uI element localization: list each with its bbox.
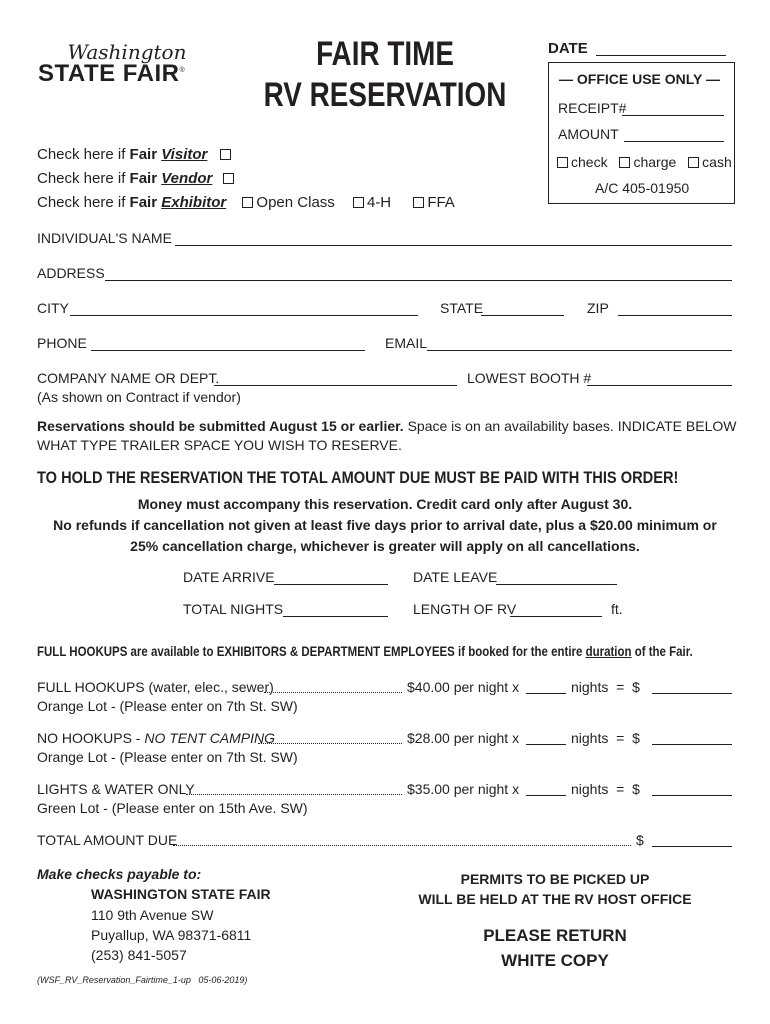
reservation-note-line2: WHAT TYPE TRAILER SPACE YOU WISH TO RESERVE.: [37, 437, 402, 453]
hold-heading: TO HOLD THE RESERVATION THE TOTAL AMOUNT DUE MUST BE PAID WITH THIS ORDER!: [37, 468, 679, 487]
lowest-booth-label: LOWEST BOOTH #: [467, 370, 592, 386]
zip-label: ZIP: [587, 300, 609, 316]
form-code: (WSF_RV_Reservation_Fairtime_1-up 05-06-2019): [37, 975, 248, 985]
4h-label: 4-H: [366, 194, 392, 211]
check-option-label: check: [571, 154, 608, 170]
return-line1: PLEASE RETURN: [483, 926, 627, 945]
city-field[interactable]: [70, 315, 418, 316]
address-label: ADDRESS: [37, 265, 105, 281]
rate-lights-water-eq: nights = $: [571, 781, 640, 797]
rate-lights-water-price: $35.00 per night x: [407, 781, 520, 797]
feet-unit: ft.: [611, 601, 623, 617]
check-prefix: Check here if: [37, 170, 130, 187]
rv-length-label: LENGTH OF RV: [413, 601, 517, 617]
check-prefix: Check here if: [37, 146, 130, 163]
form-title-line2: RV RESERVATION: [263, 76, 507, 114]
amount-label: AMOUNT: [558, 126, 619, 142]
open-class-checkbox[interactable]: [242, 197, 253, 208]
address-field[interactable]: [105, 280, 732, 281]
rate-lights-water-lot: Green Lot - (Please enter on 15th Ave. SW): [37, 800, 308, 816]
vendor-check-row: [37, 170, 237, 187]
date-field[interactable]: [596, 55, 726, 56]
rate-no-hookups-eq: nights = $: [571, 730, 640, 746]
payable-phone: (253) 841-5057: [91, 947, 187, 963]
date-arrive-field[interactable]: [274, 584, 388, 585]
ffa-label: FFA: [427, 194, 455, 211]
rate-lights-water-amount-field[interactable]: [652, 795, 732, 796]
rate-no-hookups-label: NO HOOKUPS -: [37, 730, 145, 746]
reservation-note-line1: [37, 418, 736, 434]
company-field[interactable]: [214, 385, 457, 386]
receipt-field[interactable]: [622, 115, 724, 116]
amount-field[interactable]: [624, 141, 724, 142]
rate-full-hookups-name: FULL HOOKUPS (water, elec., sewer): [37, 679, 274, 695]
form-title-line1: FAIR TIME: [316, 35, 454, 73]
date-arrive-label: DATE ARRIVE: [183, 569, 275, 585]
rate-no-hookups-nights-field[interactable]: [526, 744, 566, 745]
check-checkbox[interactable]: [557, 157, 568, 168]
visitor-label: Visitor: [161, 146, 208, 163]
city-label: CITY: [37, 300, 69, 316]
rate-full-hookups-leader: [264, 692, 402, 693]
fair-label: Fair: [129, 146, 162, 163]
payable-heading: Make checks payable to:: [37, 866, 202, 882]
logo: [38, 40, 208, 88]
rate-full-hookups-lot: Orange Lot - (Please enter on 7th St. SW): [37, 698, 298, 714]
rate-no-hookups-name: [37, 730, 275, 746]
permits-line2: WILL BE HELD AT THE RV HOST OFFICE: [418, 891, 692, 907]
ffa-checkbox[interactable]: [413, 197, 424, 208]
total-amount-label: TOTAL AMOUNT DUE: [37, 832, 178, 848]
receipt-label: RECEIPT#: [558, 100, 627, 116]
account-number: A/C 405-01950: [595, 180, 690, 196]
rate-lights-water-name: LIGHTS & WATER ONLY: [37, 781, 195, 797]
return-line2: WHITE COPY: [501, 951, 609, 970]
visitor-checkbox[interactable]: [220, 149, 231, 160]
date-leave-field[interactable]: [496, 584, 617, 585]
hookup-note-text: FULL HOOKUPS are available to EXHIBITORS & DEPARTMENT EMPLOYEES if booked for the entire: [37, 643, 586, 659]
state-field[interactable]: [481, 315, 564, 316]
rate-full-hookups-eq: nights = $: [571, 679, 640, 695]
money-line-3: 25% cancellation charge, whichever is greater will apply on all cancellations.: [130, 538, 640, 554]
charge-option-label: charge: [633, 154, 677, 170]
office-use-box: [548, 62, 735, 204]
phone-field[interactable]: [91, 350, 365, 351]
permits-line1: PERMITS TO BE PICKED UP: [460, 871, 650, 887]
open-class-label: Open Class: [256, 194, 335, 211]
individual-name-label: INDIVIDUAL'S NAME: [37, 230, 172, 246]
payable-address1: 110 9th Avenue SW: [91, 907, 214, 923]
exhibitor-label: Exhibitor: [161, 194, 227, 211]
fair-label: Fair: [129, 170, 162, 187]
vendor-label: Vendor: [161, 170, 213, 187]
logo-script-text: Washington: [67, 40, 187, 64]
reservation-availability: Space is on an availability bases. INDICATE BELOW: [403, 418, 737, 434]
check-prefix: Check here if: [37, 194, 130, 211]
hookup-note-end: of the Fair.: [631, 643, 693, 659]
company-label: COMPANY NAME OR DEPT.: [37, 370, 220, 386]
zip-field[interactable]: [618, 315, 732, 316]
total-amount-field[interactable]: [652, 846, 732, 847]
individual-name-field[interactable]: [175, 245, 732, 246]
office-use-heading: — OFFICE USE ONLY —: [559, 71, 721, 87]
4h-checkbox[interactable]: [353, 197, 364, 208]
visitor-check-row: [37, 146, 234, 163]
money-line-2: No refunds if cancellation not given at least five days prior to arrival date, plus a $20.00 minimum or: [53, 517, 717, 533]
exhibitor-check-row: [37, 194, 455, 211]
email-field[interactable]: [427, 350, 732, 351]
total-amount-leader: [173, 845, 631, 846]
cash-checkbox[interactable]: [688, 157, 699, 168]
state-label: STATE: [440, 300, 484, 316]
rate-full-hookups-nights-field[interactable]: [526, 693, 566, 694]
rate-lights-water-leader: [186, 794, 402, 795]
logo-main-label: STATE FAIR: [38, 60, 180, 87]
rate-no-hookups-price: $28.00 per night x: [407, 730, 520, 746]
company-note: (As shown on Contract if vendor): [37, 389, 241, 405]
rate-no-hookups-leader: [258, 743, 402, 744]
rv-length-field[interactable]: [510, 616, 602, 617]
hookup-note-duration: duration: [585, 643, 632, 659]
lowest-booth-field[interactable]: [587, 385, 732, 386]
vendor-checkbox[interactable]: [223, 173, 234, 184]
total-nights-label: TOTAL NIGHTS: [183, 601, 284, 617]
payable-name: WASHINGTON STATE FAIR: [91, 886, 271, 902]
hookup-note: [37, 643, 693, 659]
date-leave-label: DATE LEAVE: [413, 569, 498, 585]
total-dollar-sign: $: [636, 832, 644, 848]
reservation-deadline: Reservations should be submitted August 15 or earlier.: [37, 418, 404, 434]
fair-label: Fair: [129, 194, 162, 211]
rate-no-hookups-amount-field[interactable]: [652, 744, 732, 745]
payable-address2: Puyallup, WA 98371-6811: [91, 927, 252, 943]
rate-full-hookups-amount-field[interactable]: [652, 693, 732, 694]
phone-label: PHONE: [37, 335, 87, 351]
email-label: EMAIL: [385, 335, 428, 351]
logo-main-text: [38, 60, 208, 88]
rate-full-hookups-price: $40.00 per night x: [407, 679, 520, 695]
trademark: ®: [179, 67, 186, 74]
payment-options: [557, 154, 732, 170]
cash-option-label: cash: [702, 154, 732, 170]
rate-lights-water-nights-field[interactable]: [526, 795, 566, 796]
date-label: DATE: [548, 40, 588, 57]
total-nights-field[interactable]: [283, 616, 388, 617]
no-tent-camping-note: NO TENT CAMPING: [144, 730, 276, 746]
money-line-1: Money must accompany this reservation. Credit card only after August 30.: [137, 496, 633, 512]
rate-no-hookups-lot: Orange Lot - (Please enter on 7th St. SW): [37, 749, 298, 765]
charge-checkbox[interactable]: [619, 157, 630, 168]
